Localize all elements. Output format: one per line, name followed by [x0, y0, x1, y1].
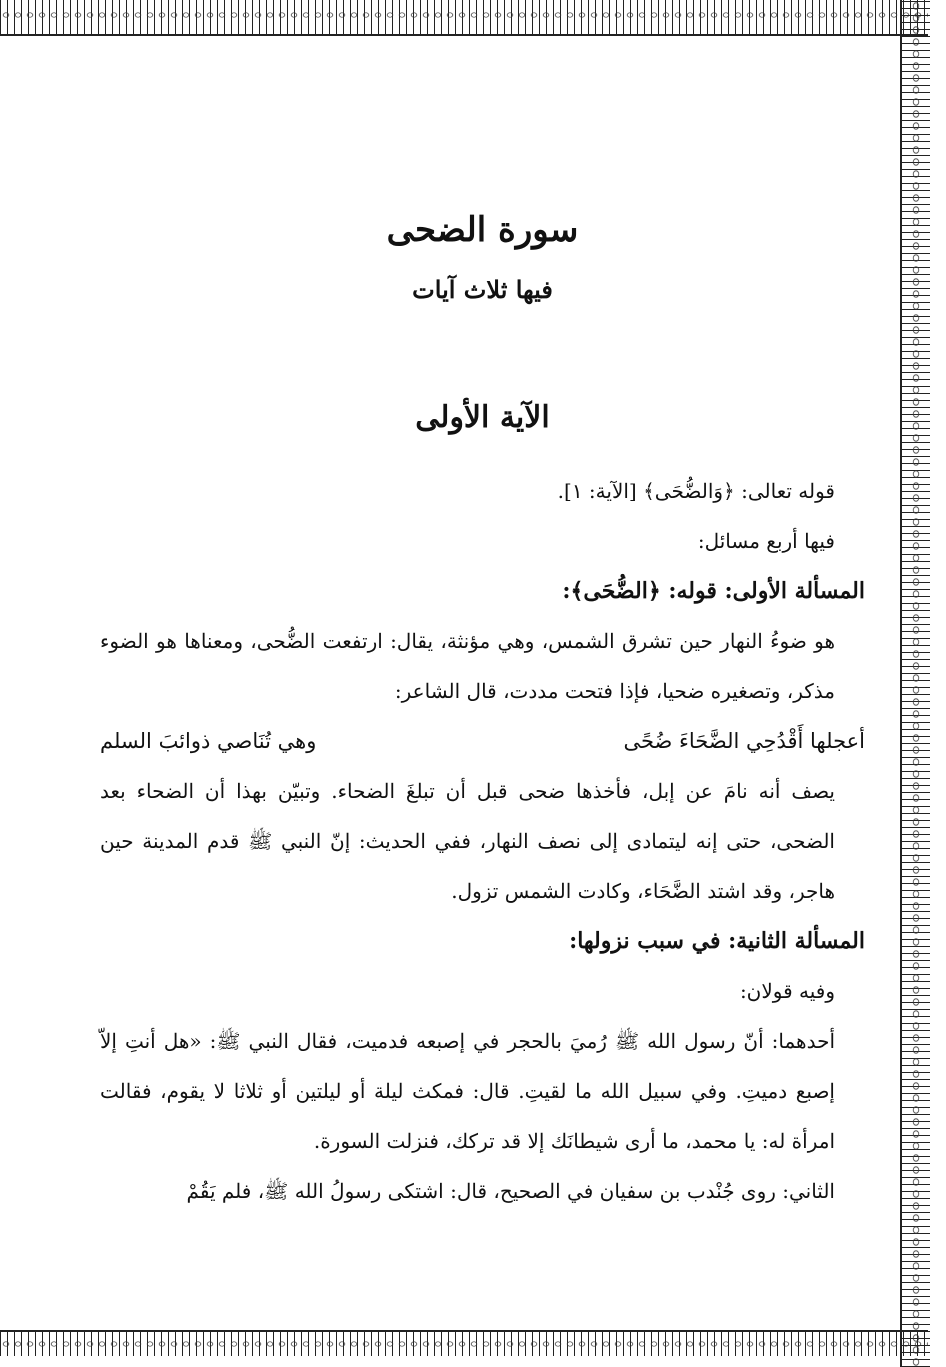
surah-title: سورة الضحى — [386, 210, 579, 250]
poem-line — [100, 716, 865, 766]
issue2-intro: وفيه قولان: — [739, 979, 835, 1003]
surah-subtitle: فيها ثلاث آيات — [412, 275, 553, 304]
issue2-second-opinion: الثاني: روى جُنْدب بن سفيان في الصحيح، قال: اشتكى رسولُ الله ﷺ، فلم يَقُمْ — [186, 1179, 835, 1203]
decorative-border-bottom — [0, 1330, 928, 1356]
section-title: الآية الأولى — [415, 400, 550, 435]
verse-intro: قوله تعالى: ﴿وَالضُّحَى﴾ [الآية: ١]. — [557, 479, 835, 503]
issue1-body: هو ضوءُ النهار حين تشرق الشمس، وهي مؤنثة، يقال: ارتفعت الضُّحى، ومعناها هو الضوء مذكر، وتصغيره ضحيا، فإذا فتحت مددت، قال الشاعر: — [100, 629, 835, 703]
issue2-first-opinion: أحدهما: أنّ رسول الله ﷺ رُميَ بالحجر في إصبعه فدميت، فقال النبي ﷺ: «هل أنتِ إلاّ إصبع دميتِ. وفي سبيل الله ما لقيتِ. قال: فمكث ليلة أو ليلتين أو ثلاثا لا يقوم، فقالت امرأة له: يا محمد، ما أرى شيطانَك إلا قد تركك، فنزلت السورة. — [100, 1029, 835, 1153]
page-content — [100, 200, 865, 1216]
decorative-border-top — [0, 0, 928, 36]
issues-intro: فيها أربع مسائل: — [697, 529, 835, 553]
poem-first-half: أعجلها أَقْدُحِي الضَّحَاءَ ضُحًى — [623, 729, 865, 753]
poem-second-half: وهي تُنَاصي ذوائبَ السلم — [100, 729, 317, 753]
issue1-explanation: يصف أنه نامَ عن إبل، فأخذها ضحى قبل أن تبلغَ الضحاء. وتبيّن بهذا أن الضحاء بعد الضحى، حتى إنه ليتمادى إلى نصف النهار، ففي الحديث: إنّ النبي ﷺ قدم المدينة حين هاجر، وقد اشتد الضَّحَاء، وكادت الشمس تزول. — [100, 779, 835, 903]
issue2-heading: المسألة الثانية: في سبب نزولها: — [569, 928, 865, 954]
issue1-heading: المسألة الأولى: قوله: ﴿الضُّحَى﴾: — [562, 578, 865, 604]
decorative-border-right — [900, 0, 930, 1367]
